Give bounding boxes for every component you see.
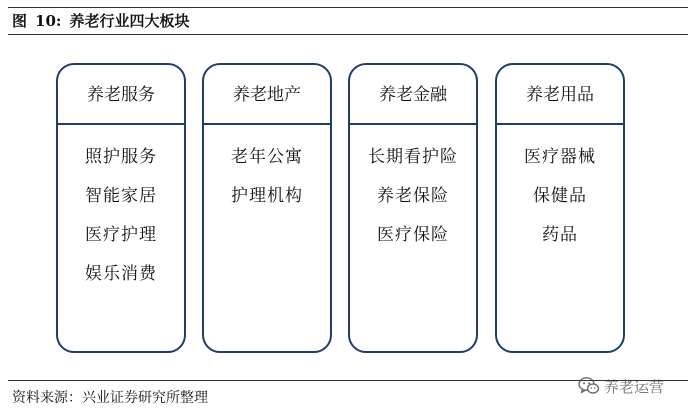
sector-card-items: [58, 125, 184, 298]
sector-item: 医疗器械: [524, 147, 596, 167]
sector-card-title: 养老服务: [58, 65, 184, 125]
figure-title-text: 养老行业四大板块: [69, 12, 190, 30]
sector-item: 娱乐消费: [85, 264, 157, 284]
wechat-icon: [578, 376, 600, 396]
watermark: [578, 373, 664, 399]
sector-item: 智能家居: [85, 186, 157, 206]
source-note: 资料来源：兴业证券研究所整理: [12, 390, 208, 406]
sector-item: 医疗保险: [377, 225, 449, 245]
sector-item: 护理机构: [231, 186, 303, 206]
sector-card-elderly-finance: [348, 63, 478, 353]
sector-card-title: 养老地产: [204, 65, 330, 125]
watermark-text: 养老运营: [604, 377, 665, 396]
sector-card-elderly-services: [56, 63, 186, 353]
sector-item: 药品: [542, 225, 578, 245]
sector-item: 照护服务: [85, 147, 157, 167]
sector-card-title: 养老金融: [350, 65, 476, 125]
sector-card-items: [497, 125, 623, 259]
sector-card-title: 养老用品: [497, 65, 623, 125]
sector-item: 长期看护险: [368, 147, 458, 167]
sector-card-elderly-real-estate: [202, 63, 332, 353]
sector-item: 老年公寓: [231, 147, 303, 167]
figure-label: 图: [12, 12, 28, 30]
sector-item: 医疗护理: [85, 225, 157, 245]
top-rule: [8, 7, 688, 8]
title-underline-rule: [8, 34, 688, 35]
figure-title: [12, 10, 189, 32]
figure-number: 10:: [35, 12, 62, 30]
sector-card-items: [204, 125, 330, 220]
sector-item: 保健品: [533, 186, 587, 206]
sector-card-elderly-products: [495, 63, 625, 353]
sector-item: 养老保险: [377, 186, 449, 206]
sector-card-items: [350, 125, 476, 259]
